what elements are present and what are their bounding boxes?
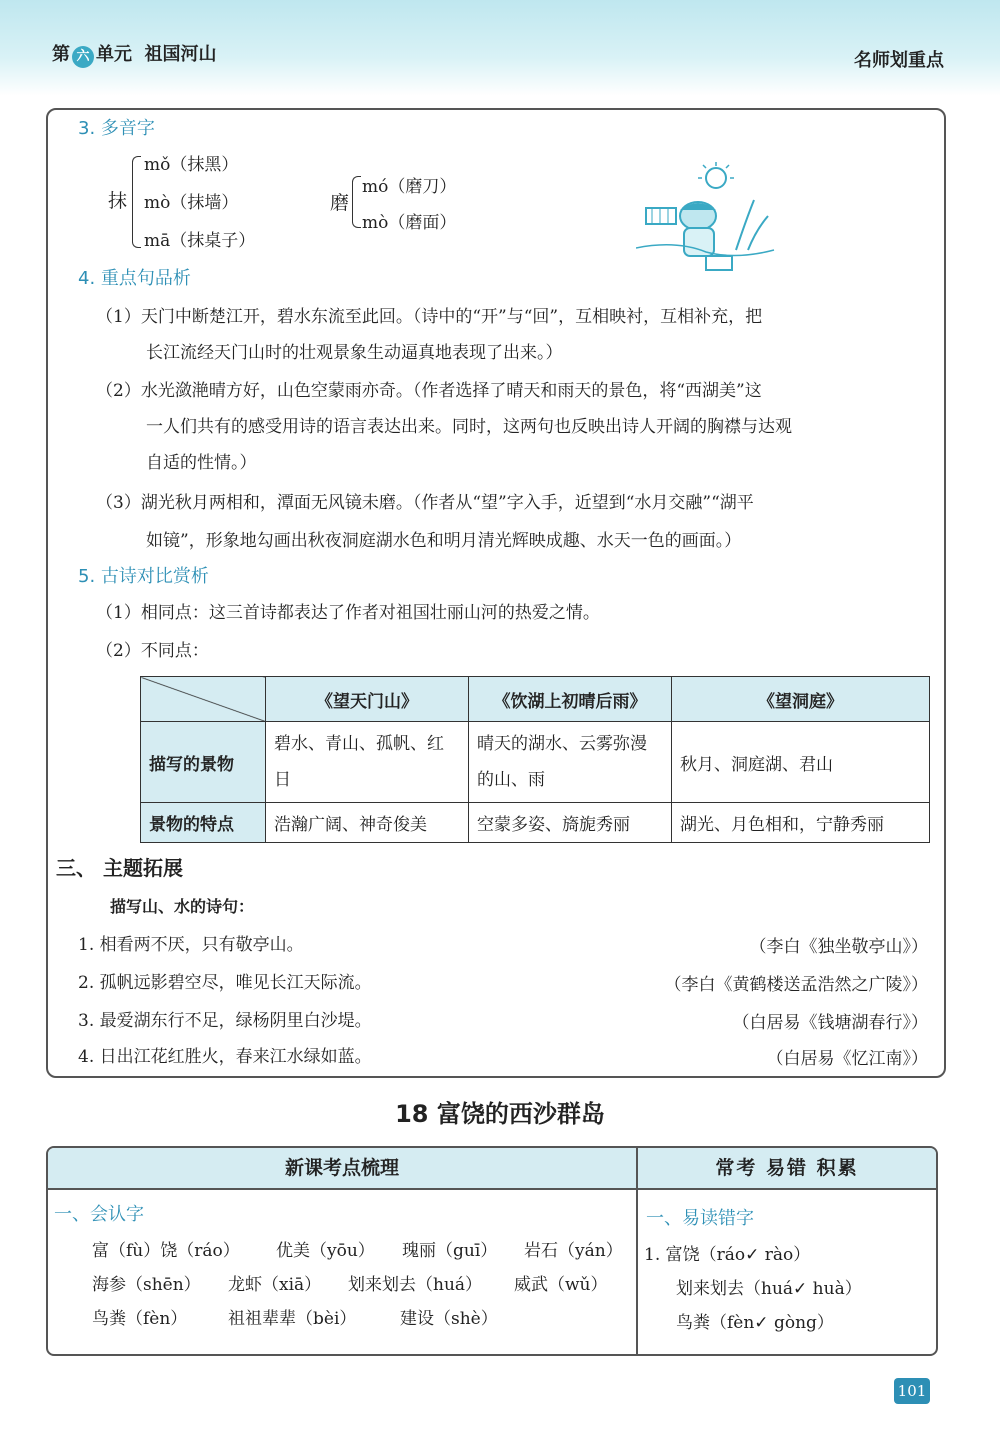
theme-subheading: 描写山、水的诗句： — [110, 897, 255, 916]
brace-2 — [352, 176, 361, 228]
comparison-table — [140, 676, 930, 843]
analysis-line: 一人们共有的感受用诗的语言表达出来。同时，这两句也反映出诗人开阔的胸襟与达观 — [146, 417, 792, 437]
polyphone-char-1: 抹 — [108, 190, 128, 212]
brace-1 — [132, 156, 141, 248]
table-cell: 碧水、青山、孤帆、红日 — [266, 722, 469, 803]
vocab-item: 鸟粪（fèn） — [92, 1309, 188, 1329]
table-column-header: 《饮湖上初晴后雨》 — [469, 677, 672, 722]
section-heading-polyphones: 3. 多音字 — [78, 118, 155, 139]
reading-item: mò（抹墙） — [144, 193, 239, 213]
unit-title: 祖国河山 — [144, 44, 217, 65]
table-column-header: 《望洞庭》 — [672, 677, 930, 722]
reading-item: mò（磨面） — [362, 213, 457, 233]
vocab-item: 祖祖辈辈（bèi） — [228, 1309, 357, 1329]
page-number: 101 — [894, 1378, 930, 1404]
vocab-item: 优美（yōu） — [276, 1241, 375, 1261]
section-heading-poem-comparison: 5. 古诗对比赏析 — [78, 566, 209, 587]
poem-line: 4. 日出江花红胜火，春来江水绿如蓝。 — [78, 1047, 372, 1067]
analysis-line: 自适的性情。） — [146, 453, 257, 473]
lesson-right-header: 常考 易错 积累 — [638, 1148, 936, 1190]
lesson-title: 18 富饶的西沙群岛 — [395, 1100, 605, 1128]
polyphone-char-2: 磨 — [330, 192, 350, 214]
poem-source: （李白《独坐敬亭山》） — [749, 937, 928, 957]
lesson-right-section: 一、易读错字 — [646, 1208, 754, 1229]
analysis-line: （3）湖光秋月两相和，潭面无风镜未磨。（作者从“望”字入手，近望到“水月交融”“湖平 — [96, 493, 754, 513]
similarity-text: （1）相同点：这三首诗都表达了作者对祖国壮丽山河的热爱之情。 — [96, 603, 600, 623]
table-cell: 晴天的湖水、云雾弥漫的山、雨 — [469, 722, 672, 803]
vocab-item: 海参（shēn） — [92, 1275, 201, 1295]
poem-source: （李白《黄鹤楼送孟浩然之广陵》） — [664, 975, 928, 995]
analysis-line: （1）天门中断楚江开，碧水东流至此回。（诗中的“开”与“回”，互相映衬，互相补充，把 — [96, 307, 763, 327]
table-column-header: 《望天门山》 — [266, 677, 469, 722]
difference-label: （2）不同点： — [96, 641, 209, 661]
unit-number-badge: 六 — [72, 46, 94, 68]
lesson-divider — [636, 1188, 638, 1356]
reading-item: mǒ（抹黑） — [144, 155, 239, 175]
reading-item: mā（抹桌子） — [144, 231, 256, 251]
unit-suffix: 单元 — [96, 44, 132, 65]
table-cell: 浩瀚广阔、神奇俊美 — [266, 803, 469, 843]
misread-item: 1. 富饶（ráo✓ rào） — [644, 1245, 811, 1265]
analysis-line: 如镜”，形象地勾画出秋夜洞庭湖水色和明月清光辉映成趣、水天一色的画面。） — [146, 531, 742, 551]
table-header-row — [141, 677, 930, 722]
lesson-left-header: 新课考点梳理 — [48, 1148, 638, 1190]
table-row-header: 景物的特点 — [141, 803, 266, 843]
misread-item: 划来划去（huá✓ huà） — [676, 1279, 862, 1299]
theme-heading: 三、 主题拓展 — [56, 856, 183, 880]
vocab-item: 划来划去（huá） — [348, 1275, 483, 1295]
misread-item: 鸟粪（fèn✓ gòng） — [676, 1313, 834, 1333]
poem-source: （白居易《忆江南》） — [766, 1049, 928, 1069]
lesson-left-section: 一、会认字 — [54, 1204, 144, 1225]
vocab-item: 建设（shè） — [400, 1309, 498, 1329]
reading-child-illustration — [636, 160, 776, 280]
poem-line: 1. 相看两不厌，只有敬亭山。 — [78, 935, 304, 955]
unit-prefix: 第 — [52, 44, 70, 65]
table-cell: 空蒙多姿、旖旎秀丽 — [469, 803, 672, 843]
analysis-line: （2）水光潋滟晴方好，山色空蒙雨亦奇。（作者选择了晴天和雨天的景色，将“西湖美”这 — [96, 381, 762, 401]
unit-label — [52, 40, 217, 68]
table-cell: 湖光、月色相和，宁静秀丽 — [672, 803, 930, 843]
analysis-line: 长江流经天门山时的壮观景象生动逼真地表现了出来。） — [146, 343, 563, 363]
vocab-item: 富（fù）饶（ráo） — [92, 1241, 240, 1261]
table-corner-cell — [141, 677, 266, 722]
poem-line: 2. 孤帆远影碧空尽，唯见长江天际流。 — [78, 973, 372, 993]
vocab-item: 瑰丽（guī） — [402, 1241, 498, 1261]
reading-item: mó（磨刀） — [362, 177, 457, 197]
poem-source: （白居易《钱塘湖春行》） — [732, 1013, 928, 1033]
vocab-item: 岩石（yán） — [524, 1241, 623, 1261]
vocab-item: 龙虾（xiā） — [228, 1275, 322, 1295]
table-row — [141, 803, 930, 843]
vocab-item: 威武（wǔ） — [514, 1275, 608, 1295]
header-tagline: 名师划重点 — [854, 50, 944, 71]
section-heading-key-sentences: 4. 重点句品析 — [78, 268, 191, 289]
table-cell: 秋月、洞庭湖、君山 — [672, 722, 930, 803]
table-row-header: 描写的景物 — [141, 722, 266, 803]
poem-line: 3. 最爱湖东行不足，绿杨阴里白沙堤。 — [78, 1011, 372, 1031]
table-row — [141, 722, 930, 803]
